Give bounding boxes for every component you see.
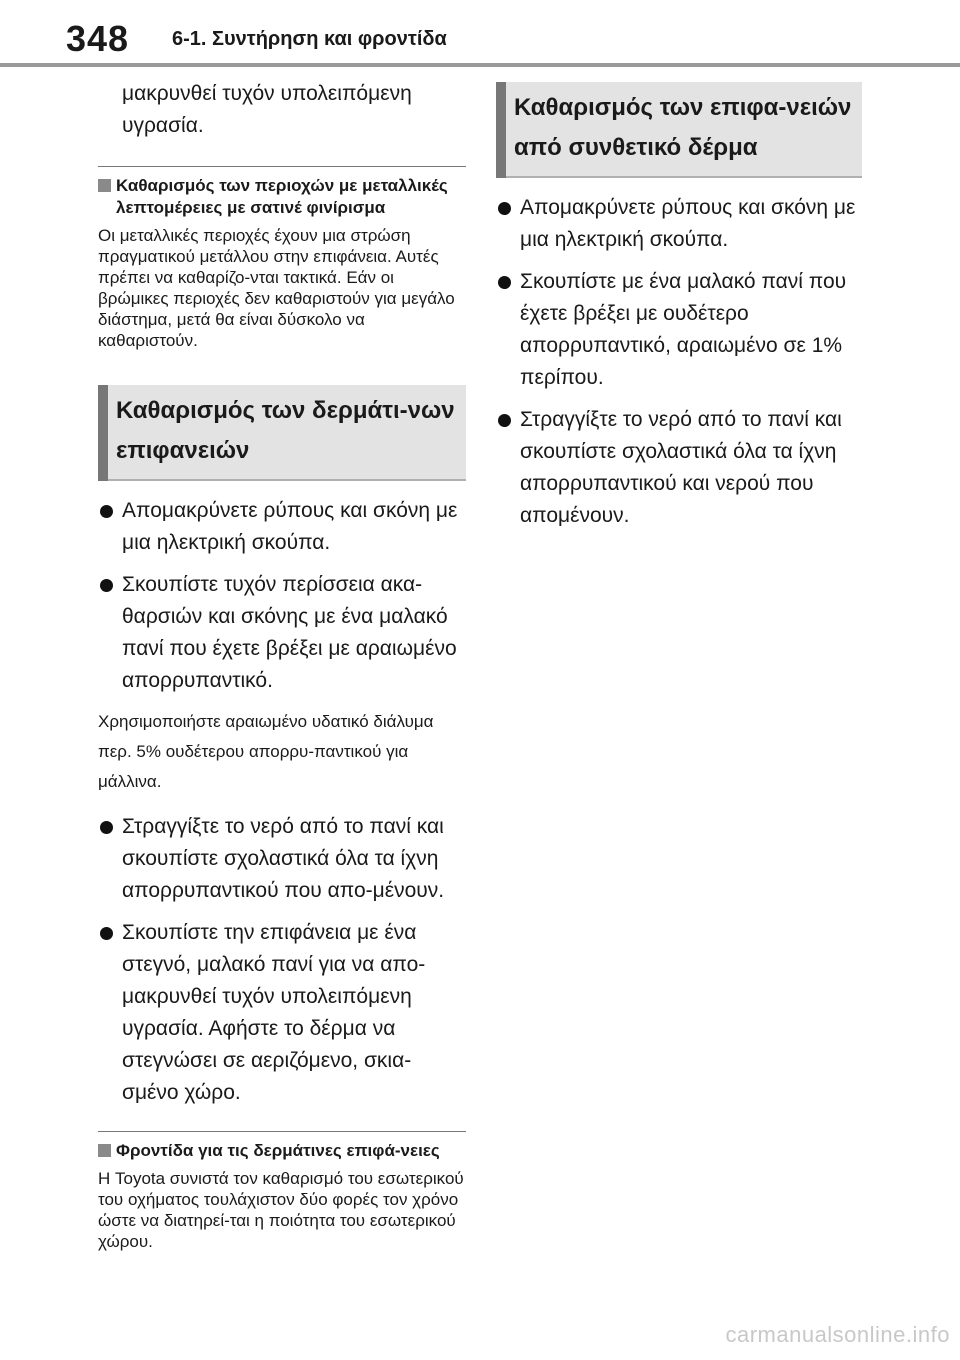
bullet-dot-icon xyxy=(498,202,511,215)
satin-metal-body: Οι μεταλλικές περιοχές έχουν μια στρώση πραγματικού μετάλλου στην επιφάνεια. Αυτές πρέπει να καθαρίζο-νται τακτικά. Εάν οι βρώμικες περιοχές δεν καθαριστούν για μεγάλο διάστημα, μετά θα είναι δύσκολο να καθαριστούν. xyxy=(98,226,455,350)
square-bullet-icon xyxy=(98,1144,111,1157)
bullet-dot-icon xyxy=(100,579,113,592)
list-item xyxy=(496,404,862,532)
satin-metal-subsection xyxy=(98,166,466,351)
square-bullet-icon xyxy=(98,179,111,192)
leather-care-title xyxy=(98,1140,466,1162)
chapter-title: 6-1. Συντήρηση και φροντίδα xyxy=(172,28,447,50)
leather-care-body: Η Toyota συνιστά τον καθαρισμό του εσωτερικού του οχήματος τουλάχιστον δύο φορές τον χρόνο ώστε να διατηρεί-ται η ποιότητα του εσωτερικού χώρου. xyxy=(98,1169,464,1251)
list-item xyxy=(98,917,466,1109)
list-item-text: Στραγγίξτε το νερό από το πανί και σκουπίστε σχολαστικά όλα τα ίχνη απορρυπαντικού και νερού που απομένουν. xyxy=(520,408,842,527)
synthetic-steps-list xyxy=(496,192,862,532)
list-item-text: Σκουπίστε με ένα μαλακό πανί που έχετε βρέξει με ουδέτερο απορρυπαντικό, αραιωμένο σε 1% περίπου. xyxy=(520,270,847,389)
continuation-text: μακρυνθεί τυχόν υπολειπόμενη υγρασία. xyxy=(122,82,412,137)
leather-steps-list-a xyxy=(98,495,466,697)
leather-section-heading: Καθαρισμός των δερμάτι-νων επιφανειών xyxy=(98,385,466,481)
page-number: 348 xyxy=(66,18,130,59)
list-item-text: Σκουπίστε τυχόν περίσσεια ακα-θαρσιών και σκόνης με ένα μαλακό πανί που έχετε βρέξει με αραιωμένο απορρυπαντικό. xyxy=(122,573,457,692)
header-rule xyxy=(0,63,960,67)
list-item xyxy=(496,266,862,394)
satin-metal-title-text: Καθαρισμός των περιοχών με μεταλλικές λεπτομέρειες με σατινέ φινίρισμα xyxy=(116,176,448,217)
list-item-text: Απομακρύνετε ρύπους και σκόνη με μια ηλεκτρική σκούπα. xyxy=(122,499,458,554)
watermark: carmanualsonline.info xyxy=(725,1322,950,1347)
leather-steps-list-b xyxy=(98,811,466,1109)
synthetic-leather-section-heading: Καθαρισμός των επιφα-νειών από συνθετικό δέρμα xyxy=(496,82,862,178)
list-item xyxy=(98,495,466,559)
list-item-text: Απομακρύνετε ρύπους και σκόνη με μια ηλεκτρική σκούπα. xyxy=(520,196,856,251)
bullet-dot-icon xyxy=(498,414,511,427)
bullet-dot-icon xyxy=(100,821,113,834)
bullet-dot-icon xyxy=(100,505,113,518)
right-column xyxy=(496,82,862,542)
bullet-dot-icon xyxy=(498,276,511,289)
list-item-text: Στραγγίξτε το νερό από το πανί και σκουπίστε σχολαστικά όλα τα ίχνη απορρυπαντικού που απο-μένουν. xyxy=(122,815,445,902)
leather-care-title-text: Φροντίδα για τις δερμάτινες επιφά-νειες xyxy=(116,1141,440,1160)
list-item xyxy=(496,192,862,256)
bullet-dot-icon xyxy=(100,927,113,940)
satin-metal-title xyxy=(98,175,466,219)
page-header xyxy=(0,0,960,70)
list-item xyxy=(98,569,466,697)
detergent-note: Χρησιμοποιήστε αραιωμένο υδατικό διάλυμα περ. 5% ουδέτερου απορρυ-παντικού για μάλλινα. xyxy=(98,712,434,791)
left-column xyxy=(98,72,466,1252)
leather-care-subsection xyxy=(98,1131,466,1252)
list-item xyxy=(98,811,466,907)
list-item-text: Σκουπίστε την επιφάνεια με ένα στεγνό, μαλακό πανί για να απο-μακρυνθεί τυχόν υπολειπόμενη υγρασία. Αφήστε το δέρμα να στεγνώσει σε αεριζόμενο, σκια-σμένο χώρο. xyxy=(122,921,426,1104)
